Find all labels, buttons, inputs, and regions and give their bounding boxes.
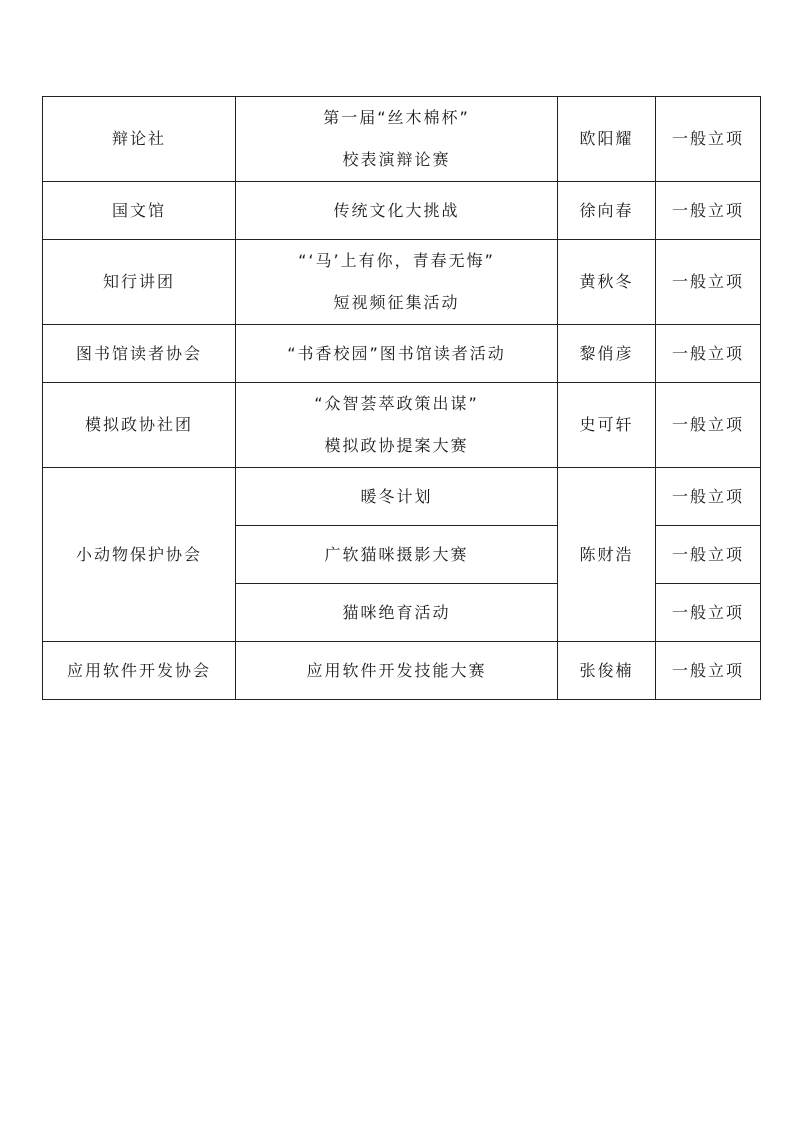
project-status: 一般立项 [656,642,761,700]
leader-name: 张俊楠 [558,642,656,700]
project-status: 一般立项 [656,240,761,325]
leader-name: 徐向春 [558,182,656,240]
leader-name: 陈财浩 [558,468,656,642]
activity-name [236,383,558,468]
project-status: 一般立项 [656,584,761,642]
activity-name: 猫咪绝育活动 [236,584,558,642]
activity-name [236,240,558,325]
club-name: 小动物保护协会 [43,468,236,642]
activity-name: 传统文化大挑战 [236,182,558,240]
club-name: 辩论社 [43,97,236,182]
table-row [43,383,761,468]
club-name: 应用软件开发协会 [43,642,236,700]
club-name: 知行讲团 [43,240,236,325]
leader-name: 黄秋冬 [558,240,656,325]
project-status: 一般立项 [656,97,761,182]
activity-line: “‘马’上有你，青春无悔” [298,251,495,270]
leader-name: 欧阳耀 [558,97,656,182]
activity-line: 第一届“丝木棉杯” [323,108,470,127]
table-row [43,182,761,240]
activity-name: 暖冬计划 [236,468,558,526]
table-row [43,97,761,182]
activity-name: 应用软件开发技能大赛 [236,642,558,700]
leader-name: 史可轩 [558,383,656,468]
project-status: 一般立项 [656,468,761,526]
club-name: 模拟政协社团 [43,383,236,468]
activity-line: “众智荟萃政策出谋” [314,394,479,413]
table-row [43,240,761,325]
project-status: 一般立项 [656,182,761,240]
table-row [43,325,761,383]
club-name: 国文馆 [43,182,236,240]
project-table [42,96,761,700]
project-status: 一般立项 [656,383,761,468]
table-row [43,468,761,526]
project-status: 一般立项 [656,325,761,383]
project-status: 一般立项 [656,526,761,584]
activity-name: 广软猫咪摄影大赛 [236,526,558,584]
activity-name: “书香校园”图书馆读者活动 [236,325,558,383]
leader-name: 黎俏彦 [558,325,656,383]
activity-line: 校表演辩论赛 [342,150,451,169]
activity-name [236,97,558,182]
table-row [43,642,761,700]
activity-line: 模拟政协提案大赛 [324,436,469,455]
club-name: 图书馆读者协会 [43,325,236,383]
activity-line: 短视频征集活动 [333,293,460,312]
